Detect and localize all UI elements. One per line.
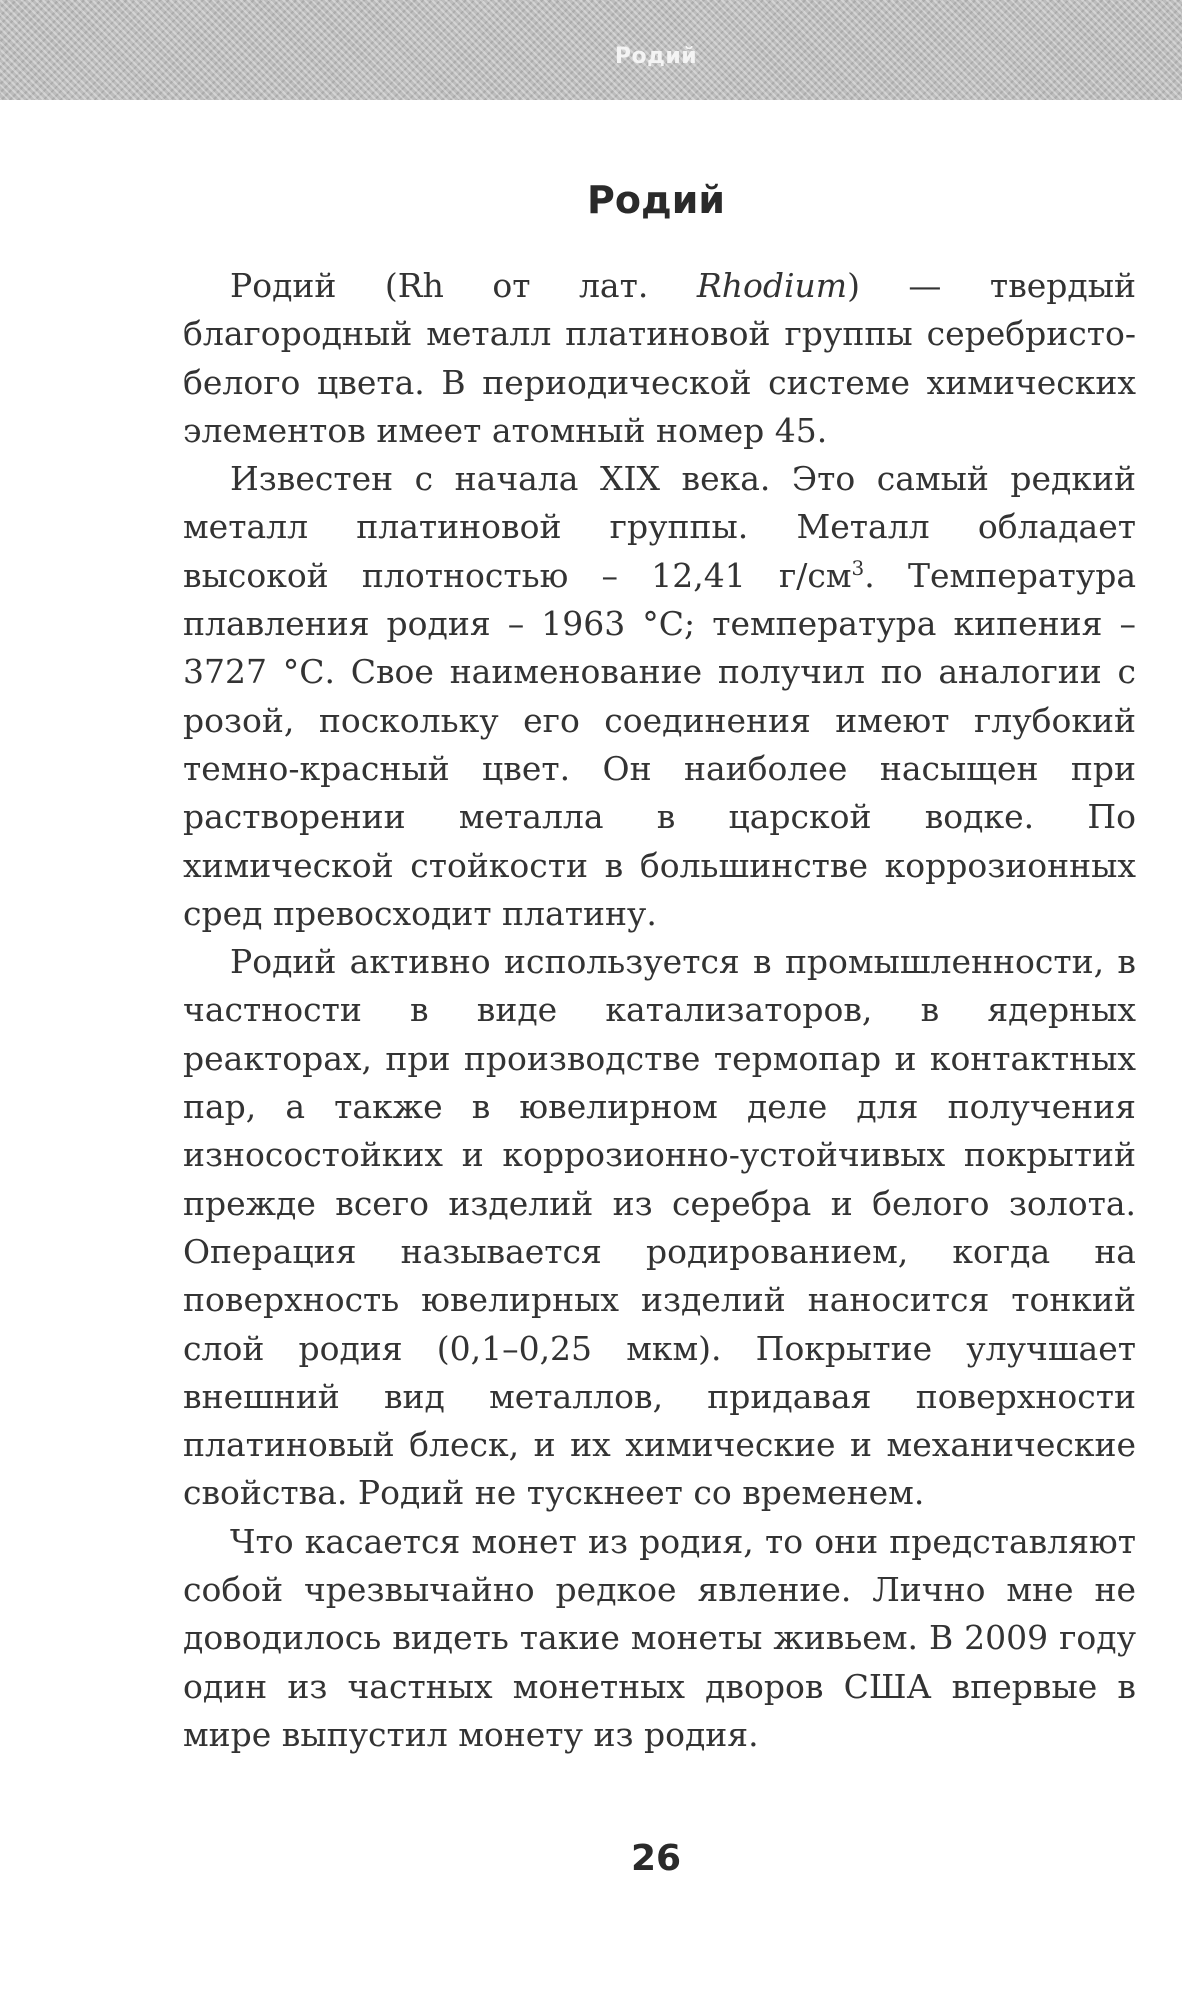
paragraph-2-start: Известен с начала XIX века. Это самый редкий металл платиновой группы. Металл обладает высокой плотностью – 12,41 г/см: [183, 459, 1136, 595]
running-header: [0, 0, 1182, 100]
chapter-title: Родий: [587, 178, 725, 222]
paragraph-4: Что касается монет из родия, то они представляют собой чрезвычайно редкое явление. Лично мне не доводилось видеть такие монеты живьем. В 2009 году один из частных монетных дворов США впервые в мире выпустил монету из родия.: [183, 1521, 1136, 1754]
running-header-title: Родий: [614, 44, 698, 69]
body-text: [183, 262, 1136, 1759]
paragraph-1-suffix: ) — твердый благородный металл платиновой группы серебристо-белого цвета. В периодической системе химических элементов имеет атомный номер 45.: [183, 266, 1136, 450]
paragraph-2-end: . Температура плавления родия – 1963 °С; температура кипения – 3727 °С. Свое наименование получил по аналогии с розой, поскольку его соединения имеют глубокий темно-красный цвет. Он наиболее насыщен при растворении металла в царской водке. По химической стойкости в большинстве коррозионных сред превосходит платину.: [183, 555, 1136, 933]
paragraph-3: Родий активно используется в промышленности, в частности в виде катализаторов, в ядерных реакторах, при производстве термопар и контактных пар, а также в ювелирном деле для получения износостойких и коррозионно-устойчивых покрытий прежде всего изделий из серебра и белого золота. Операция называется родированием, когда на поверхность ювелирных изделий наносится тонкий слой родия (0,1–0,25 мкм). Покрытие улучшает внешний вид металлов, придавая поверхности платиновый блеск, и их химические и механические свойства. Родий не тускнеет со временем.: [183, 942, 1136, 1513]
superscript-cubed: 3: [851, 555, 865, 580]
paragraph-2: [183, 455, 1136, 938]
latin-name: Rhodium: [696, 266, 848, 305]
paragraph-1-prefix: Родий (Rh от лат.: [230, 266, 697, 305]
paragraph-1: [183, 262, 1136, 455]
page-number: 26: [630, 1838, 682, 1879]
